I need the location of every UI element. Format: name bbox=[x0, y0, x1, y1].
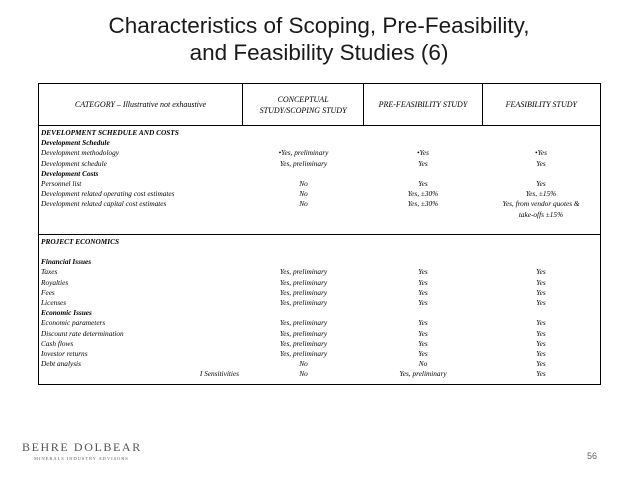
row-label: Royalties bbox=[41, 277, 69, 287]
cell-prefeasibility: •Yes bbox=[416, 148, 430, 158]
row-label: Investor returns bbox=[41, 349, 88, 359]
cell-prefeasibility: Yes bbox=[418, 267, 428, 277]
header-category: CATEGORY – Illustrative not exhaustive bbox=[39, 84, 243, 125]
table-row bbox=[39, 308, 600, 318]
cell-feasibility: Yes, ±15% bbox=[525, 189, 557, 199]
section-economics bbox=[39, 235, 600, 384]
cell-feasibility: Yes bbox=[536, 369, 546, 379]
cell-conceptual: •Yes, preliminary bbox=[278, 148, 329, 158]
cell-feasibility: Yes bbox=[536, 349, 546, 359]
cell-conceptual: No bbox=[299, 369, 308, 379]
table-row bbox=[39, 237, 600, 247]
row-label: Debt analysis bbox=[41, 359, 81, 369]
table-row bbox=[39, 247, 600, 257]
cell-feasibility: Yes bbox=[536, 359, 546, 369]
row-label: Taxes bbox=[41, 267, 58, 277]
table-row bbox=[39, 138, 600, 148]
row-label: Discount rate determination bbox=[41, 328, 124, 338]
header-conceptual-line2: STUDY/SCOPING STUDY bbox=[259, 105, 347, 115]
row-label: Cash flows bbox=[41, 338, 74, 348]
table-row bbox=[39, 339, 600, 349]
table-row bbox=[39, 359, 600, 369]
table-row bbox=[39, 298, 600, 308]
section-title: PROJECT ECONOMICS bbox=[41, 236, 120, 246]
cell-feasibility: Yes bbox=[536, 318, 546, 328]
header-prefeasibility: PRE-FEASIBILITY STUDY bbox=[364, 84, 482, 125]
header-conceptual-line1: CONCEPTUAL bbox=[277, 94, 329, 104]
table-header bbox=[39, 84, 600, 126]
cell-conceptual: Yes, preliminary bbox=[279, 267, 328, 277]
table-row bbox=[39, 128, 600, 138]
cell-conceptual: Yes, preliminary bbox=[279, 298, 328, 308]
cell-feasibility: Yes bbox=[536, 267, 546, 277]
cell-prefeasibility: Yes, ±30% bbox=[407, 199, 439, 209]
row-label: Personnel list bbox=[41, 179, 82, 189]
table-row bbox=[39, 148, 600, 158]
cell-prefeasibility: Yes bbox=[418, 349, 428, 359]
cell-conceptual: No bbox=[299, 179, 308, 189]
table-row bbox=[39, 288, 600, 298]
header-conceptual bbox=[243, 84, 364, 125]
cell-feasibility: Yes bbox=[536, 179, 546, 189]
cell-conceptual: Yes, preliminary bbox=[279, 338, 328, 348]
subsection-title: Development Schedule bbox=[41, 138, 110, 148]
slide-title bbox=[0, 12, 638, 66]
cell-feasibility: Yes bbox=[536, 338, 546, 348]
table-row bbox=[39, 329, 600, 339]
header-feasibility: FEASIBILITY STUDY bbox=[505, 100, 577, 109]
cell-conceptual: Yes, preliminary bbox=[279, 158, 328, 168]
subsection-title: Development Costs bbox=[41, 168, 99, 178]
table-row bbox=[39, 267, 600, 277]
slide-title-line2: and Feasibility Studies (6) bbox=[189, 40, 449, 65]
logo-sub-text: MINERALS INDUSTRY ADVISORS bbox=[34, 456, 129, 461]
cell-prefeasibility: Yes bbox=[418, 287, 428, 297]
row-label: Licenses bbox=[41, 298, 67, 308]
cell-feasibility: Yes bbox=[536, 158, 546, 168]
logo-main-text: BEHRE DOLBEAR bbox=[22, 440, 142, 454]
cell-conceptual: Yes, preliminary bbox=[279, 328, 328, 338]
characteristics-table bbox=[38, 83, 601, 385]
row-label: Development related operating cost estimates bbox=[41, 189, 175, 199]
row-label: Development schedule bbox=[41, 158, 107, 168]
row-label: Development methodology bbox=[41, 148, 120, 158]
cell-feasibility: •Yes bbox=[534, 148, 548, 158]
table-row bbox=[39, 278, 600, 288]
cell-conceptual: No bbox=[299, 189, 308, 199]
cell-conceptual: Yes, preliminary bbox=[279, 287, 328, 297]
table-row bbox=[39, 369, 600, 379]
section-title: DEVELOPMENT SCHEDULE AND COSTS bbox=[41, 128, 179, 137]
company-logo bbox=[22, 440, 142, 461]
cell-conceptual: Yes, preliminary bbox=[279, 318, 328, 328]
table-row bbox=[39, 179, 600, 189]
cell-prefeasibility: Yes, preliminary bbox=[399, 369, 447, 379]
cell-prefeasibility: Yes bbox=[418, 298, 428, 308]
cell-prefeasibility: Yes bbox=[418, 179, 428, 189]
cell-prefeasibility: Yes bbox=[418, 277, 428, 287]
cell-prefeasibility: No bbox=[418, 359, 428, 369]
table-row bbox=[39, 318, 600, 328]
cell-prefeasibility: Yes bbox=[418, 328, 428, 338]
table-row bbox=[39, 189, 600, 199]
table-row bbox=[39, 159, 600, 169]
cell-feasibility-line1: Yes, from vendor quotes & bbox=[502, 199, 580, 209]
cell-conceptual: No bbox=[299, 359, 308, 369]
row-label: Development related capital cost estimates bbox=[41, 199, 167, 209]
slide-title-line1: Characteristics of Scoping, Pre-Feasibility, bbox=[108, 13, 530, 38]
cell-feasibility bbox=[482, 199, 600, 219]
cell-feasibility: Yes bbox=[536, 277, 546, 287]
table-row bbox=[39, 349, 600, 359]
cell-feasibility-line2: take-offs ±15% bbox=[518, 209, 564, 219]
page-number: 56 bbox=[587, 451, 598, 461]
table-row bbox=[39, 169, 600, 179]
cell-feasibility: Yes bbox=[536, 328, 546, 338]
cell-prefeasibility: Yes bbox=[418, 318, 428, 328]
section-development bbox=[39, 126, 600, 235]
subsection-title: Financial Issues bbox=[41, 257, 92, 267]
subsection-title: Economic Issues bbox=[41, 308, 92, 318]
table-row bbox=[39, 199, 600, 219]
cell-prefeasibility: Yes bbox=[418, 338, 428, 348]
cell-feasibility: Yes bbox=[536, 287, 546, 297]
row-label: I Sensitivities bbox=[199, 369, 239, 379]
cell-conceptual: Yes, preliminary bbox=[279, 349, 328, 359]
cell-conceptual: No bbox=[299, 199, 308, 209]
cell-prefeasibility: Yes, ±30% bbox=[407, 189, 439, 199]
cell-feasibility: Yes bbox=[536, 298, 546, 308]
row-label: Economic parameters bbox=[41, 318, 106, 328]
row-label: Fees bbox=[41, 287, 55, 297]
cell-conceptual: Yes, preliminary bbox=[279, 277, 328, 287]
table-row bbox=[39, 257, 600, 267]
cell-prefeasibility: Yes bbox=[418, 158, 428, 168]
